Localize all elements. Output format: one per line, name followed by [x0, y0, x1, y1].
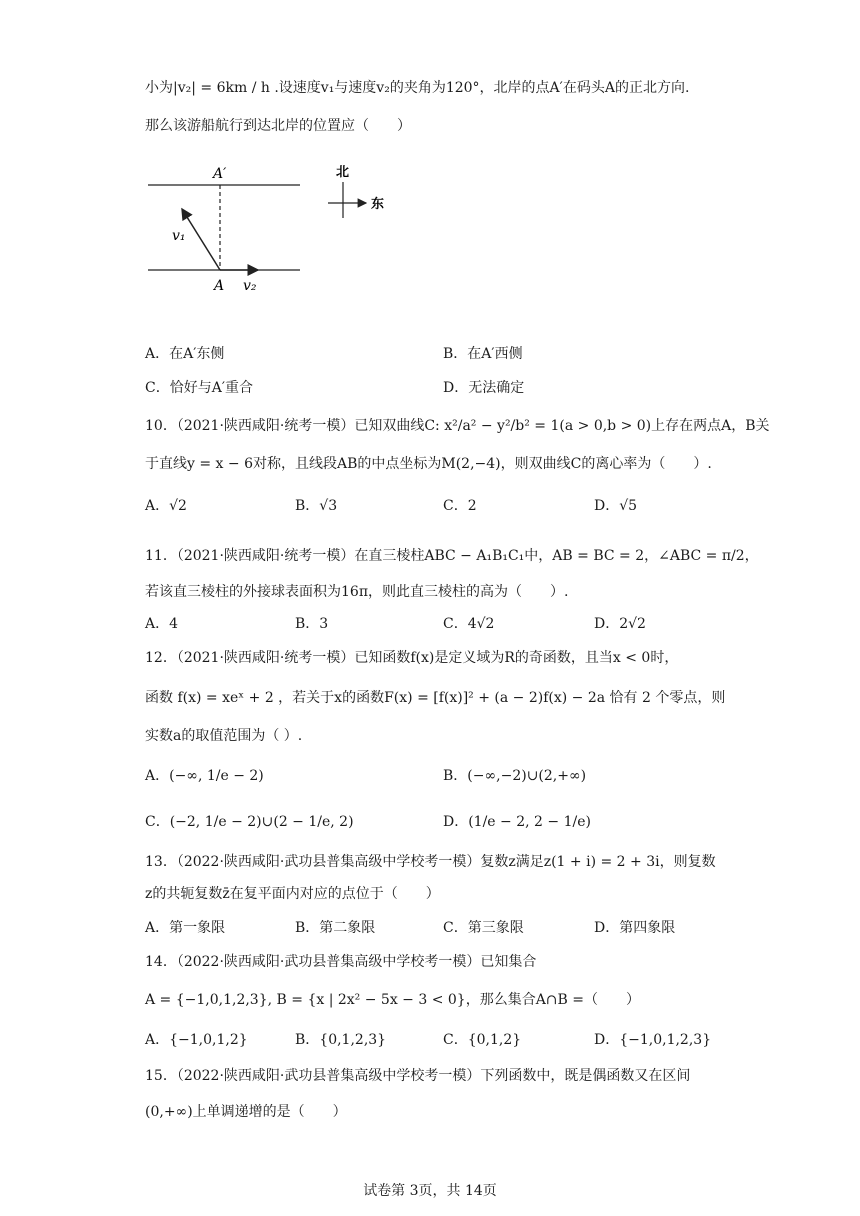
- label-v1: v₁: [172, 228, 186, 244]
- q13-text-line1: 13．（2022·陕西咸阳·武功县普集高级中学校考一模）复数z满足z(1 + i) = 2 + 3i，则复数: [145, 854, 716, 870]
- q13-option-b: B．第二象限: [295, 920, 376, 936]
- q9-text-line2: 那么该游船航行到达北岸的位置应（ ）: [145, 118, 411, 134]
- q10-option-a: A．√2: [145, 498, 187, 514]
- q14-option-d: D．{−1,0,1,2,3}: [594, 1032, 712, 1048]
- q11-option-c: C．4√2: [443, 616, 495, 632]
- q13-text-line2: z的共轭复数z̄在复平面内对应的点位于（ ）: [145, 886, 440, 902]
- q11-option-a: A．4: [145, 616, 179, 632]
- q15-text-line1: 15．（2022·陕西咸阳·武功县普集高级中学校考一模）下列函数中，既是偶函数又在区间: [145, 1068, 691, 1084]
- q11-text-line2: 若该直三棱柱的外接球表面积为16π，则此直三棱柱的高为（ ）.: [145, 584, 569, 600]
- q14-option-c: C．{0,1,2}: [443, 1032, 522, 1048]
- q14-option-a: A．{−1,0,1,2}: [145, 1032, 248, 1048]
- q12-option-a: A．(−∞, 1/e − 2): [145, 768, 264, 784]
- q15-text-line2: (0,+∞)上单调递增的是（ ）: [145, 1104, 347, 1120]
- q11-option-d: D．2√2: [594, 616, 646, 632]
- q13-option-c: C．第三象限: [443, 920, 524, 936]
- q10-option-c: C．2: [443, 498, 477, 514]
- q10-text-line2: 于直线y = x − 6对称，且线段AB的中点坐标为M(2,−4)，则双曲线C的离心率为（ ）.: [145, 456, 712, 472]
- q9-text-line1: 小为|v₂| = 6km / h .设速度v₁与速度v₂的夹角为120°，北岸的点A′在码头A的正北方向.: [145, 80, 690, 96]
- compass-east-label: 东: [371, 197, 385, 212]
- page-footer: 试卷第 3页，共 14页: [363, 1183, 497, 1199]
- label-a-prime: A′: [213, 166, 227, 182]
- q12-option-c: C．(−2, 1/e − 2)∪(2 − 1/e, 2): [145, 814, 354, 830]
- label-v2: v₂: [243, 278, 257, 294]
- q11-option-b: B．3: [295, 616, 329, 632]
- q12-option-d: D．(1/e − 2, 2 − 1/e): [443, 814, 591, 830]
- q13-option-a: A．第一象限: [145, 920, 226, 936]
- compass-north-label: 北: [336, 165, 350, 180]
- q9-option-c: C．恰好与A′重合: [145, 380, 254, 396]
- q14-option-b: B．{0,1,2,3}: [295, 1032, 387, 1048]
- q10-option-b: B．√3: [295, 498, 338, 514]
- q11-text-line1: 11．（2021·陕西咸阳·统考一模）在直三棱柱ABC − A₁B₁C₁中，AB = BC = 2，∠ABC = π/2，: [145, 548, 759, 564]
- v1-vector: [182, 209, 220, 270]
- q9-option-a: A．在A′东侧: [145, 346, 225, 362]
- q12-text-line2: 函数 f(x) = xeˣ + 2 ，若关于x的函数F(x) = [f(x)]² + (a − 2)f(x) − 2a 恰有 2 个零点，则: [145, 690, 726, 706]
- q12-option-b: B．(−∞,−2)∪(2,+∞): [443, 768, 587, 784]
- q13-option-d: D．第四象限: [594, 920, 676, 936]
- q9-option-b: B．在A′西侧: [443, 346, 523, 362]
- q14-text-line2: A = {−1,0,1,2,3}, B = {x | 2x² − 5x − 3 < 0}，那么集合A∩B =（ ）: [145, 992, 641, 1008]
- q10-option-d: D．√5: [594, 498, 638, 514]
- label-a: A: [214, 278, 225, 294]
- river-crossing-diagram: [140, 152, 400, 297]
- q12-text-line1: 12．（2021·陕西咸阳·统考一模）已知函数f(x)是定义域为R的奇函数，且当x < 0时，: [145, 650, 679, 666]
- q12-text-line3: 实数a的取值范围为（ ）.: [145, 728, 303, 744]
- q14-text-line1: 14．（2022·陕西咸阳·武功县普集高级中学校考一模）已知集合: [145, 954, 537, 970]
- q9-option-d: D．无法确定: [443, 380, 525, 396]
- q10-text-line1: 10．（2021·陕西咸阳·统考一模）已知双曲线C: x²/a² − y²/b² = 1(a > 0,b > 0)上存在两点A，B关: [145, 418, 770, 434]
